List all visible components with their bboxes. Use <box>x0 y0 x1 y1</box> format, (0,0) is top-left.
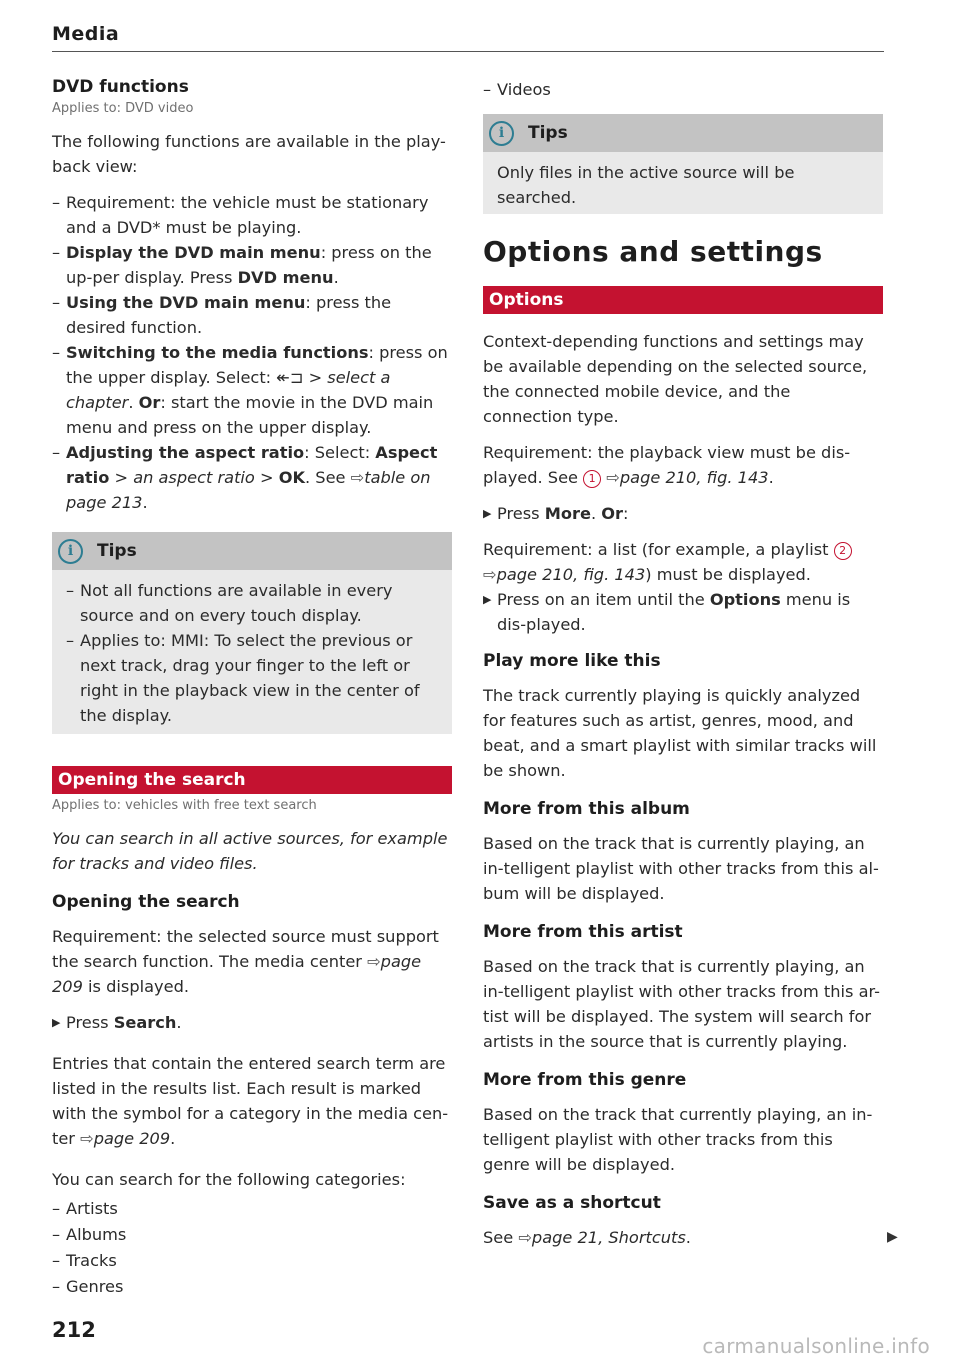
options-requirement-1: Requirement: the playback view must be dis-played. See 1 ⇨page 210, fig. 143. <box>483 443 851 487</box>
tips-title: Tips <box>528 122 568 143</box>
reference-arrow-icon: ⇨ <box>518 1228 532 1247</box>
tips-header <box>483 114 883 152</box>
step-triangle-icon: ▶ <box>52 1016 61 1029</box>
tips-title: Tips <box>97 540 137 561</box>
reference-arrow-icon: ⇨ <box>350 468 365 487</box>
opening-search-heading: Opening the search <box>52 892 240 912</box>
play-more-heading: Play more like this <box>483 651 661 671</box>
tips-body <box>483 152 883 214</box>
list-item: – Tracks <box>52 1248 452 1273</box>
tips-box <box>483 114 883 214</box>
search-requirement: Requirement: the selected source must support the search function. The media center ⇨page 209 is displayed. <box>52 927 439 996</box>
search-categories-list <box>52 1196 452 1299</box>
list-item: – Not all functions are available in every source and on every touch display. <box>66 578 440 628</box>
dvd-functions-heading: DVD functions <box>52 77 189 97</box>
tips-box <box>52 532 452 734</box>
watermark: carmanualsonline.info <box>702 1334 930 1358</box>
list-item: – Applies to: MMI: To select the previous or next track, drag your finger to the left or right in the playback view in the center of the display. <box>66 628 440 728</box>
search-results-text: Entries that contain the entered search term are listed in the results list. Each result is marked with the symbol for a category in the media cen-ter ⇨page 209. <box>52 1054 449 1148</box>
page-reference-link[interactable]: table on page 213 <box>66 468 431 512</box>
page-reference-link[interactable]: page 21, Shortcuts <box>531 1228 686 1247</box>
dvd-applies-to: Applies to: DVD video <box>52 101 194 116</box>
callout-1-icon: 1 <box>583 470 601 488</box>
page-reference-link[interactable]: page 209 <box>52 952 422 996</box>
page-header-title: Media <box>52 23 120 45</box>
page-reference-link[interactable]: page 210, fig. 143 <box>619 468 769 487</box>
album-text: Based on the track that is currently playing, an in-telligent playlist with other tracks from this al-bum will be displayed. <box>483 834 879 903</box>
search-applies-to: Applies to: vehicles with free text search <box>52 798 317 813</box>
section-bar-opening-search: Opening the search <box>52 766 452 794</box>
left-column <box>52 70 452 1299</box>
step-triangle-icon: ▶ <box>483 593 492 606</box>
list-item: – Albums <box>52 1222 452 1247</box>
callout-2-icon: 2 <box>834 542 852 560</box>
shortcut-text: See ⇨page 21, Shortcuts. <box>483 1228 691 1247</box>
options-step-2: ▶ Press on an item until the Options menu is dis-played. <box>483 587 883 637</box>
tips-text: Only files in the active source will be searched. <box>497 163 795 207</box>
tips-body <box>52 570 452 734</box>
options-step-1: ▶ Press More. Or: <box>483 501 883 526</box>
section-title-options-settings: Options and settings <box>483 235 823 268</box>
options-requirement-2: Requirement: a list (for example, a playlist 2 ⇨page 210, fig. 143) must be displayed. <box>483 537 883 587</box>
info-icon: i <box>489 121 514 146</box>
options-intro: Context-depending functions and settings may be available depending on the selected source, the connected mobile device, and the connection type. <box>483 332 868 426</box>
back-chapter-icon: ↞⊐ <box>276 368 304 387</box>
page-number: 212 <box>52 1318 96 1342</box>
reference-arrow-icon: ⇨ <box>606 468 620 487</box>
info-icon: i <box>58 539 83 564</box>
right-column <box>483 70 883 1261</box>
list-item-videos: – Videos <box>483 77 883 102</box>
dvd-intro: The following functions are available in the play-back view: <box>52 132 446 176</box>
tips-header <box>52 532 452 570</box>
header-divider <box>52 51 884 52</box>
list-item: – Using the DVD main menu: press the desired function. <box>52 290 452 340</box>
continue-arrow-icon: ▶ <box>887 1229 898 1245</box>
search-intro: You can search in all active sources, for example for tracks and video files. <box>52 829 448 873</box>
artist-text: Based on the track that is currently playing, an in-telligent playlist with other tracks from this ar-tist will be displayed. The system will search for artists in the source that is currently playing. <box>483 957 880 1051</box>
list-item: – Requirement: the vehicle must be stationary and a DVD* must be playing. <box>52 190 452 240</box>
section-bar-options: Options <box>483 286 883 314</box>
list-item: – Display the DVD main menu: press on the up-per display. Press DVD menu. <box>52 240 452 290</box>
genre-heading: More from this genre <box>483 1070 687 1090</box>
reference-arrow-icon: ⇨ <box>367 952 381 971</box>
list-item: – Adjusting the aspect ratio: Select: Aspect ratio > an aspect ratio > OK. See ⇨table on page 213. <box>52 440 452 515</box>
page-reference-link[interactable]: page 209 <box>93 1129 171 1148</box>
list-item: – Genres <box>52 1274 452 1299</box>
reference-arrow-icon: ⇨ <box>483 565 497 584</box>
album-heading: More from this album <box>483 799 690 819</box>
play-more-text: The track currently playing is quickly analyzed for features such as artist, genres, mood, and beat, and a smart playlist with similar tracks will be shown. <box>483 686 877 780</box>
search-step: ▶ Press Search. <box>52 1010 452 1035</box>
shortcut-heading: Save as a shortcut <box>483 1193 661 1213</box>
page-reference-link[interactable]: page 210, fig. 143 <box>496 565 646 584</box>
step-triangle-icon: ▶ <box>483 507 492 520</box>
genre-text: Based on the track that currently playing, an in-telligent playlist with other tracks from this genre will be displayed. <box>483 1105 873 1174</box>
search-categories-intro: You can search for the following categories: <box>52 1170 406 1189</box>
reference-arrow-icon: ⇨ <box>80 1129 94 1148</box>
artist-heading: More from this artist <box>483 922 683 942</box>
list-item: – Switching to the media functions: press on the upper display. Select: ↞⊐ > select a chapter. Or: start the movie in the DVD main menu and press on the upper display. <box>52 340 452 440</box>
dvd-function-list <box>52 190 452 515</box>
list-item: – Artists <box>52 1196 452 1221</box>
